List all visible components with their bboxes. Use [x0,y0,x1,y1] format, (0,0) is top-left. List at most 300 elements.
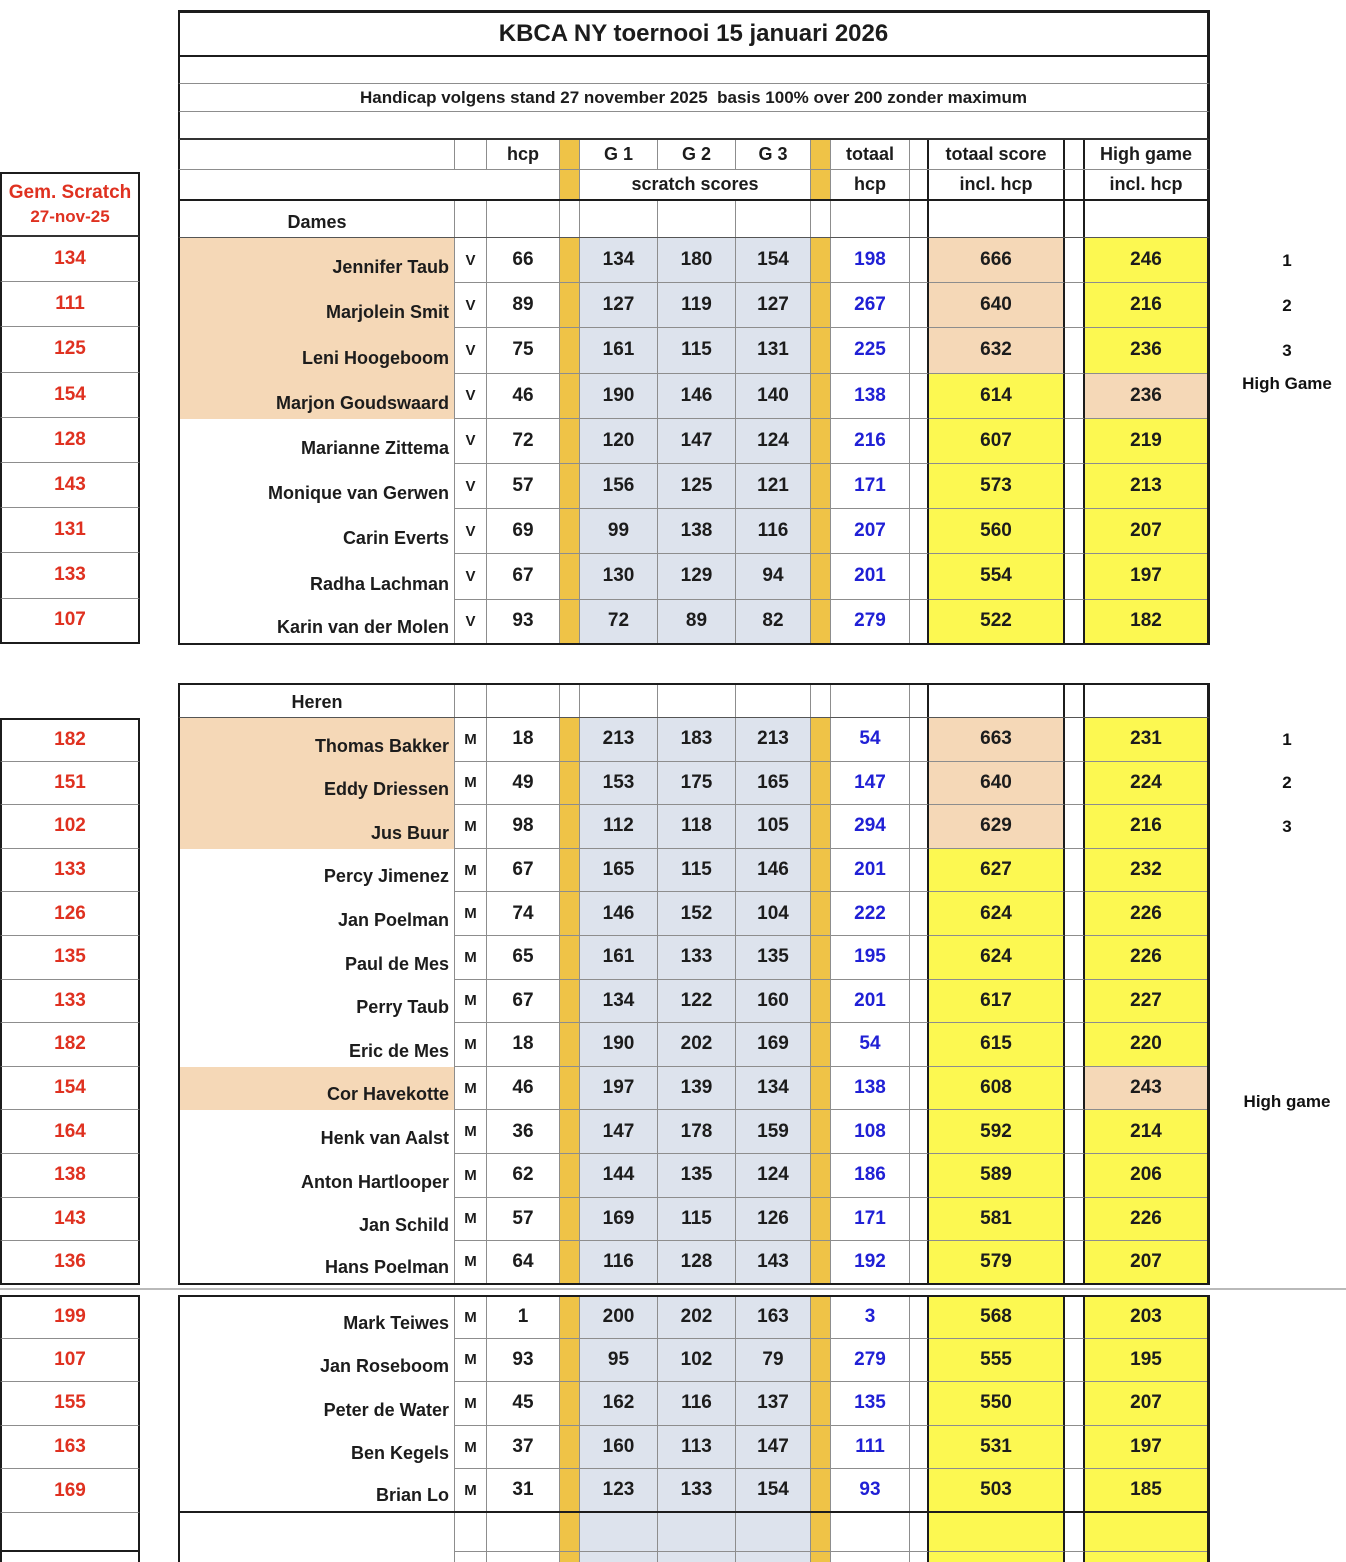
high-game-cell: 207 [1085,1241,1207,1283]
game1-cell: 95 [580,1339,658,1383]
game1-cell: 160 [580,1426,658,1470]
player-name-cell: Anton Hartlooper [180,1154,455,1198]
gold-separator-cell [560,170,580,199]
player-name-cell: Mark Teiwes [180,1297,455,1339]
player-name-cell: Jan Roseboom [180,1339,455,1383]
scratch-average-cell: 128 [0,418,140,463]
spacer-cell [910,1241,929,1283]
game3-cell: 121 [736,464,811,509]
totaal-score-cell: 522 [929,600,1065,643]
high-game-cell: 216 [1085,283,1207,328]
totaal-hcp-cell: 186 [831,1154,910,1198]
totaal-hcp-cell: 138 [831,1067,910,1111]
spacer-cell [910,1426,929,1470]
spacer-cell [1065,1198,1085,1242]
totaal-hcp-cell: 192 [831,1241,910,1283]
player-name-cell: Radha Lachman [180,554,455,599]
player-row [178,849,1210,893]
player-name-cell: Jan Poelman [180,892,455,936]
merged-empty-cell [180,170,560,199]
game2-cell: 152 [658,892,736,936]
gold-separator-cell [560,762,580,806]
spacer-cell [910,140,929,169]
high-game-cell: 227 [1085,980,1207,1024]
totaal-score-cell: 554 [929,554,1065,599]
game2-cell: 115 [658,849,736,893]
game3-cell: 143 [736,1241,811,1283]
player-row [178,600,1210,645]
totaal-hcp-cell: 3 [831,1297,910,1339]
game2-cell: 146 [658,374,736,419]
scratch-average-cell: 107 [0,1339,140,1383]
gold-separator-cell [811,1382,831,1426]
scratch-average-cell: 169 [0,1469,140,1513]
section-header-row-heren [178,683,1210,718]
scratch-average-cell: 199 [0,1295,140,1339]
spacer-cell [910,238,929,283]
gender-cell: V [455,554,487,599]
gold-separator-cell [811,600,831,643]
game1-cell: 130 [580,554,658,599]
high-game-label-heren: High game [1243,1092,1331,1111]
game2-cell: 133 [658,1469,736,1511]
high-game-cell: 232 [1085,849,1207,893]
game2-cell: 175 [658,762,736,806]
spacer-cell [1065,170,1085,199]
high-game-cell: 207 [1085,509,1207,554]
spacer-cell [1065,1241,1085,1283]
player-row [178,892,1210,936]
gold-separator-cell [811,509,831,554]
high-game-cell: 243 [1085,1067,1207,1111]
player-name-cell: Brian Lo [180,1469,455,1511]
gold-separator-cell [811,283,831,328]
section-label-dames: Dames [180,201,455,237]
gold-separator-cell [560,374,580,419]
high-game-cell: 246 [1085,238,1207,283]
gender-cell: M [455,1067,487,1111]
scratch-average-cell: 164 [0,1110,140,1154]
scratch-average-cell: 182 [0,1023,140,1067]
game1-cell: 99 [580,509,658,554]
spacer-cell [1065,1110,1085,1154]
gold-separator-cell [560,464,580,509]
totaal-score-cell: 581 [929,1198,1065,1242]
rank-1-label-heren: 1 [1282,729,1292,749]
col-header-g3: G 3 [736,140,811,169]
gender-cell [455,1513,487,1552]
spacer-cell [1065,1426,1085,1470]
gold-separator-cell [560,1469,580,1511]
gold-separator-cell [560,238,580,283]
game3-cell: 116 [736,509,811,554]
totaal-score-cell: 629 [929,805,1065,849]
totaal-score-cell: 560 [929,509,1065,554]
game3-cell: 163 [736,1297,811,1339]
scratch-average-cell: 143 [0,1198,140,1242]
game2-cell: 115 [658,328,736,373]
spacer-cell [910,1198,929,1242]
gold-separator-cell [560,509,580,554]
hcp-cell: 31 [487,1469,560,1511]
col-header-g1: G 1 [580,140,658,169]
gender-cell: V [455,283,487,328]
player-row [178,1110,1210,1154]
game1-cell: 165 [580,849,658,893]
gender-cell: V [455,374,487,419]
player-name-cell: Eddy Driessen [180,762,455,806]
totaal-hcp-cell [831,1552,910,1562]
game1-cell: 116 [580,1241,658,1283]
totaal-score-cell: 531 [929,1426,1065,1470]
section-header-row-dames [178,201,1210,238]
rank-2-label-heren: 2 [1282,773,1292,793]
spacer-cell [1065,805,1085,849]
gold-separator-cell [811,554,831,599]
game2-cell: 138 [658,509,736,554]
high-game-cell: 185 [1085,1469,1207,1511]
scratch-average-cell: 151 [0,762,140,806]
col-header-g2: G 2 [658,140,736,169]
hcp-cell: 36 [487,1110,560,1154]
scratch-average-cell: 135 [0,936,140,980]
gold-separator-cell [811,419,831,464]
gender-cell: V [455,464,487,509]
totaal-hcp-cell: 171 [831,1198,910,1242]
spacer-cell [910,509,929,554]
spacer-cell [1065,849,1085,893]
dames-player-rows [178,238,1210,645]
totaal-score-cell: 640 [929,762,1065,806]
player-name-cell [180,1513,455,1552]
gold-separator-cell [560,1154,580,1198]
col-header-scratch-scores: scratch scores [580,170,811,199]
player-row [178,283,1210,328]
gender-cell: V [455,238,487,283]
empty-cell [929,201,1065,237]
spacer-cell [1065,718,1085,762]
player-name-cell: Perry Taub [180,980,455,1024]
rank-2-label-dames: 2 [1282,295,1292,315]
totaal-score-cell: 640 [929,283,1065,328]
game1-cell: 134 [580,980,658,1024]
player-row [178,1469,1210,1513]
totaal-hcp-cell: 294 [831,805,910,849]
gender-cell: M [455,1241,487,1283]
section-label-heren: Heren [180,685,455,717]
game3-cell: 165 [736,762,811,806]
player-name-cell: Cor Havekotte [180,1067,455,1111]
gold-separator-cell [811,328,831,373]
spacer-cell [1065,283,1085,328]
totaal-hcp-cell: 225 [831,328,910,373]
totaal-score-cell: 573 [929,464,1065,509]
scratch-panel-header [0,172,140,237]
gold-separator-cell [560,980,580,1024]
empty-cell [831,201,910,237]
totaal-score-cell: 592 [929,1110,1065,1154]
gold-separator-cell [811,849,831,893]
game1-cell: 169 [580,1198,658,1242]
game2-cell: 89 [658,600,736,643]
player-name-cell: Henk van Aalst [180,1110,455,1154]
spacer-cell [910,1110,929,1154]
gold-separator-cell [560,1067,580,1111]
gold-separator-cell [560,1382,580,1426]
hcp-cell: 93 [487,1339,560,1383]
scratch-average-cell: 163 [0,1426,140,1470]
high-game-cell: 197 [1085,554,1207,599]
high-game-cell: 216 [1085,805,1207,849]
gold-separator-cell [560,1023,580,1067]
game1-cell: 146 [580,892,658,936]
scratch-average-cell: 133 [0,553,140,598]
game2-cell: 183 [658,718,736,762]
totaal-hcp-cell: 267 [831,283,910,328]
player-name-cell: Carin Everts [180,509,455,554]
game2-cell: 178 [658,1110,736,1154]
col-header-hcp: hcp [487,140,560,169]
spacer-cell [910,980,929,1024]
gold-separator-cell [811,1154,831,1198]
totaal-hcp-cell [831,1513,910,1552]
scratch-panel-date: 27-nov-25 [30,207,110,226]
totaal-hcp-cell: 138 [831,374,910,419]
totaal-hcp-cell: 222 [831,892,910,936]
game1-cell: 197 [580,1067,658,1111]
player-name-cell: Hans Poelman [180,1241,455,1283]
hcp-cell: 46 [487,1067,560,1111]
totaal-hcp-cell: 201 [831,980,910,1024]
player-row [178,1154,1210,1198]
rank-3-label-heren: 3 [1282,816,1292,836]
player-row [178,1023,1210,1067]
spacer-cell [910,762,929,806]
totaal-hcp-cell: 216 [831,419,910,464]
scratch-panel-title: Gem. Scratch [8,182,132,203]
spacer-cell [1065,1469,1085,1511]
gold-separator-cell [811,1023,831,1067]
game1-cell: 153 [580,762,658,806]
gold-separator-cell [560,328,580,373]
empty-cell [811,685,831,717]
totaal-score-cell: 617 [929,980,1065,1024]
empty-cell [560,685,580,717]
game3-cell: 137 [736,1382,811,1426]
spacer-cell [910,374,929,419]
game2-cell: 180 [658,238,736,283]
game1-cell: 156 [580,464,658,509]
scratch-average-cell: 154 [0,1067,140,1111]
high-game-cell: 197 [1085,1426,1207,1470]
scratch-average-panel-dames [0,172,140,644]
empty-template-row [178,1552,1210,1562]
gender-cell: V [455,328,487,373]
gender-cell: M [455,1426,487,1470]
empty-cell [560,201,580,237]
game1-cell [580,1513,658,1552]
gold-separator-cell [560,554,580,599]
totaal-score-cell: 503 [929,1469,1065,1511]
empty-cell [658,685,736,717]
col-subheader-incl-hcp: incl. hcp [929,170,1065,199]
game1-cell: 213 [580,718,658,762]
totaal-score-cell: 632 [929,328,1065,373]
game3-cell: 154 [736,1469,811,1511]
spacer-cell [1065,936,1085,980]
tournament-table-heren-2 [178,1295,1210,1562]
player-name-cell: Jennifer Taub [180,238,455,283]
game2-cell: 133 [658,936,736,980]
gold-separator-cell [560,1110,580,1154]
hcp-cell: 57 [487,464,560,509]
empty-cell [1085,685,1207,717]
game1-cell: 200 [580,1297,658,1339]
player-name-cell: Marjolein Smit [180,283,455,328]
totaal-hcp-cell: 198 [831,238,910,283]
scratch-average-cell: 136 [0,1241,140,1285]
player-name-cell: Marjon Goudswaard [180,374,455,419]
spacer-cell [910,554,929,599]
game1-cell: 190 [580,1023,658,1067]
totaal-score-cell: 555 [929,1339,1065,1383]
scratch-average-cell: 107 [0,599,140,644]
hcp-cell: 67 [487,554,560,599]
scratch-average-cell: 133 [0,980,140,1024]
scratch-average-cell: 155 [0,1382,140,1426]
game3-cell: 124 [736,1154,811,1198]
game2-cell: 119 [658,283,736,328]
spacer-cell [910,1552,929,1562]
empty-cell [455,685,487,717]
totaal-hcp-cell: 54 [831,1023,910,1067]
empty-cell [811,201,831,237]
scratch-average-panel-heren-2 [0,1295,140,1562]
spacer-cell [910,1513,929,1552]
handicap-subtitle: Handicap volgens stand 27 november 2025 basis 100% over 200 zonder maximum [178,84,1210,112]
hcp-cell: 65 [487,936,560,980]
game2-cell: 122 [658,980,736,1024]
totaal-score-cell: 589 [929,1154,1065,1198]
player-row [178,374,1210,419]
scratch-average-cell [0,1513,140,1552]
hcp-cell: 18 [487,1023,560,1067]
game2-cell: 202 [658,1023,736,1067]
player-row [178,980,1210,1024]
gold-separator-cell [811,1198,831,1242]
gold-separator-cell [811,170,831,199]
game2-cell: 125 [658,464,736,509]
scratch-average-cell: 125 [0,327,140,372]
spacer-cell [910,805,929,849]
spacer-cell [910,201,929,237]
totaal-score-cell: 624 [929,936,1065,980]
empty-cell [831,685,910,717]
gold-separator-cell [811,1067,831,1111]
col-subheader-incl-hcp-2: incl. hcp [1109,174,1183,194]
game2-cell: 118 [658,805,736,849]
hcp-cell: 75 [487,328,560,373]
hcp-cell: 67 [487,849,560,893]
empty-cell [580,201,658,237]
scratch-average-cell: 134 [0,237,140,282]
gold-separator-cell [811,464,831,509]
gold-separator-cell [560,1198,580,1242]
player-row [178,554,1210,599]
hcp-cell: 98 [487,805,560,849]
gold-separator-cell [811,762,831,806]
player-row [178,1339,1210,1383]
game3-cell: 94 [736,554,811,599]
gold-separator-cell [560,1552,580,1562]
hcp-cell: 74 [487,892,560,936]
gender-cell: M [455,1469,487,1511]
player-row [178,328,1210,373]
gold-separator-cell [811,1339,831,1383]
spacer-cell [910,1339,929,1383]
game3-cell: 79 [736,1339,811,1383]
hcp-cell: 62 [487,1154,560,1198]
player-name-cell: Karin van der Molen [180,600,455,643]
player-name-cell: Jus Buur [180,805,455,849]
game3-cell: 147 [736,1426,811,1470]
spacer-cell [910,1297,929,1339]
game3-cell: 127 [736,283,811,328]
totaal-score-cell: 568 [929,1297,1065,1339]
player-row [178,1241,1210,1285]
empty-cell [455,201,487,237]
high-game-cell: 182 [1085,600,1207,643]
player-row [178,464,1210,509]
player-name-cell [180,1552,455,1562]
spacer-cell [1065,419,1085,464]
gold-separator-cell [560,419,580,464]
totaal-hcp-cell: 195 [831,936,910,980]
hcp-cell: 89 [487,283,560,328]
player-name-cell: Ben Kegels [180,1426,455,1470]
spacer-cell [1065,1297,1085,1339]
totaal-hcp-cell: 207 [831,509,910,554]
player-name-cell: Monique van Gerwen [180,464,455,509]
game3-cell: 146 [736,849,811,893]
player-name-cell: Thomas Bakker [180,718,455,762]
totaal-hcp-cell: 135 [831,1382,910,1426]
spacer-cell [1065,374,1085,419]
gold-separator-cell [811,805,831,849]
high-game-cell: 203 [1085,1297,1207,1339]
totaal-score-cell: 615 [929,1023,1065,1067]
gender-cell: M [455,1110,487,1154]
gold-separator-cell [560,805,580,849]
game1-cell: 134 [580,238,658,283]
gold-separator-cell [560,1426,580,1470]
game3-cell: 131 [736,328,811,373]
scratch-average-cell: 133 [0,849,140,893]
game2-cell: 128 [658,1241,736,1283]
totaal-score-cell [929,1513,1065,1552]
gold-separator-cell [811,1241,831,1283]
heren-player-rows [178,718,1210,1285]
gender-cell: M [455,849,487,893]
gender-cell: M [455,980,487,1024]
game1-cell: 112 [580,805,658,849]
empty-cell [736,201,811,237]
high-game-cell: 214 [1085,1110,1207,1154]
scratch-average-cell: 143 [0,463,140,508]
player-name-cell: Jan Schild [180,1198,455,1242]
spacer-cell [1065,328,1085,373]
rank-3-label-dames: 3 [1282,340,1292,360]
